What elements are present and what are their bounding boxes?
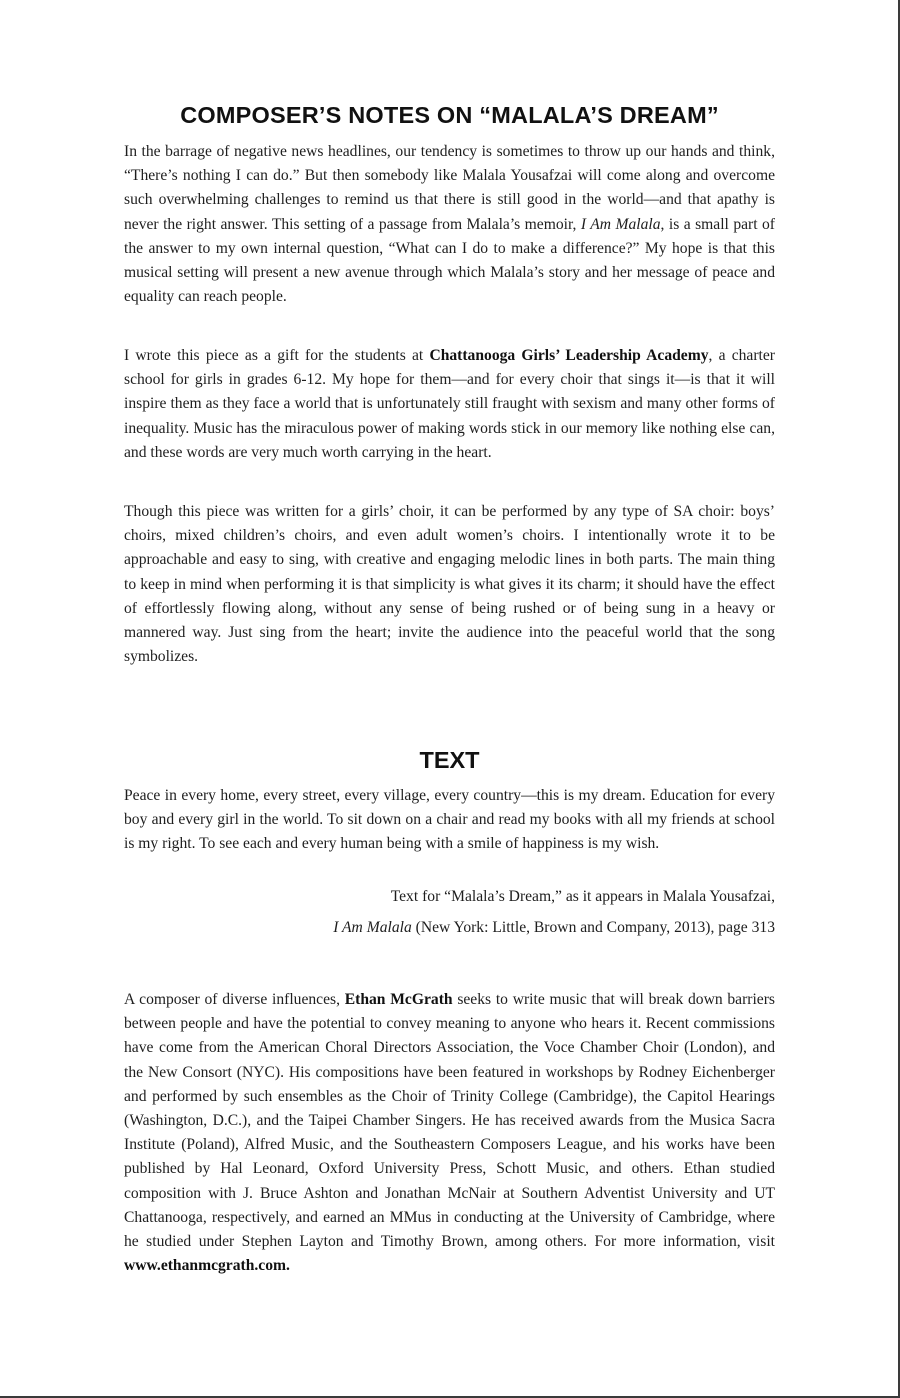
book-title: I Am Malala bbox=[580, 215, 661, 233]
notes-p2-text-before: I wrote this piece as a gift for the students at bbox=[124, 347, 430, 364]
notes-p1-text-after: , is a small part of the answer to my own internal question, “What can I do to make a difference?” My hope is that this musical setting will present a new avenue through which Malala’s story and her message of peace and equality can reach people. bbox=[124, 215, 775, 306]
citation-publication-details: (New York: Little, Brown and Company, 2013), page 313 bbox=[411, 919, 775, 936]
citation-line-1: Text for “Malala’s Dream,” as it appears in Malala Yousafzai, bbox=[390, 888, 775, 905]
lyrics-text: Peace in every home, every street, every village, every country—this is my dream. Education for every boy and every girl in the world. To sit down on a chair and read my books with all my friends at school is my right. To see each and every human being with a smile of happiness is my wish. bbox=[124, 787, 775, 853]
notes-p1-text-before: In the barrage of negative news headlines, our tendency is sometimes to throw up our hands and think, “There’s nothing I can do.” But then somebody like Malala Yousafzai will come along and overcome such overwhelming challenges to remind us that there is still good in the world—and that apathy is never the right answer. This setting of a passage from Malala’s memoir, bbox=[124, 143, 775, 233]
composers-notes-heading: COMPOSER’S NOTES ON “MALALA’S DREAM” bbox=[180, 102, 719, 128]
notes-paragraph-1 bbox=[124, 140, 775, 309]
school-name: Chattanooga Girls’ Leadership Academy bbox=[429, 347, 709, 364]
citation-line-2 bbox=[124, 916, 775, 940]
bio-text-middle: seeks to write music that will break down barriers between people and have the potential to convey meaning to anyone who hears it. Recent commissions have come from the American Choral Directors Association, the Voce Chamber Choir (London), and the New Consort (NYC). His compositions have been featured in workshops by Rodney Eichenberger and performed by such ensembles as the Choir of Trinity College (Cambridge), the Capitol Hearings (Washington, D.C.), and the Taipei Chamber Singers. He has received awards from the Musica Sacra Institute (Poland), Alfred Music, and the Southeastern Composers League, and his works have been published by Hal Leonard, Oxford University Press, Schott Music, and others. Ethan studied composition with J. Bruce Ashton and Jonathan McNair at Southern Adventist University and UT Chattanooga, respectively, and earned an MMus in conducting at the University of Cambridge, where he studied under Stephen Layton and Timothy Brown, among others. For more information, visit bbox=[124, 991, 775, 1251]
text-heading: TEXT bbox=[419, 747, 480, 773]
citation-book-title: I Am Malala bbox=[333, 919, 412, 936]
bio-text-before: A composer of diverse influences, bbox=[124, 991, 345, 1008]
notes-paragraph-2 bbox=[124, 344, 775, 465]
notes-p2-text-after: , a charter school for girls in grades 6-12. My hope for them—and for every choir that sings it—is that it will inspire them as they face a world that is unfortunately still fraught with sexism and many other forms of inequality. Music has the miraculous power of making words stick in our memory like nothing else can, and these words are very much worth carrying in the heart. bbox=[124, 347, 775, 461]
notes-paragraph-3: Though this piece was written for a girls’ choir, it can be performed by any type of SA choir: boys’ choirs, mixed children’s choirs, and even adult women’s choirs. I intentionally wrote it to be approachable and easy to sing, with creative and engaging melodic lines in both parts. The main thing to keep in mind when performing it is that simplicity is what gives it its charm; it should have the effect of effortlessly flowing along, without any sense of being rushed or of being sung in a heavy or mannered way. Just sing from the heart; invite the audience into the peaceful world that the song symbolizes. bbox=[124, 503, 775, 666]
composer-bio bbox=[124, 988, 775, 1278]
website-link[interactable]: www.ethanmcgrath.com. bbox=[124, 1257, 290, 1275]
composer-name: Ethan McGrath bbox=[344, 991, 453, 1008]
